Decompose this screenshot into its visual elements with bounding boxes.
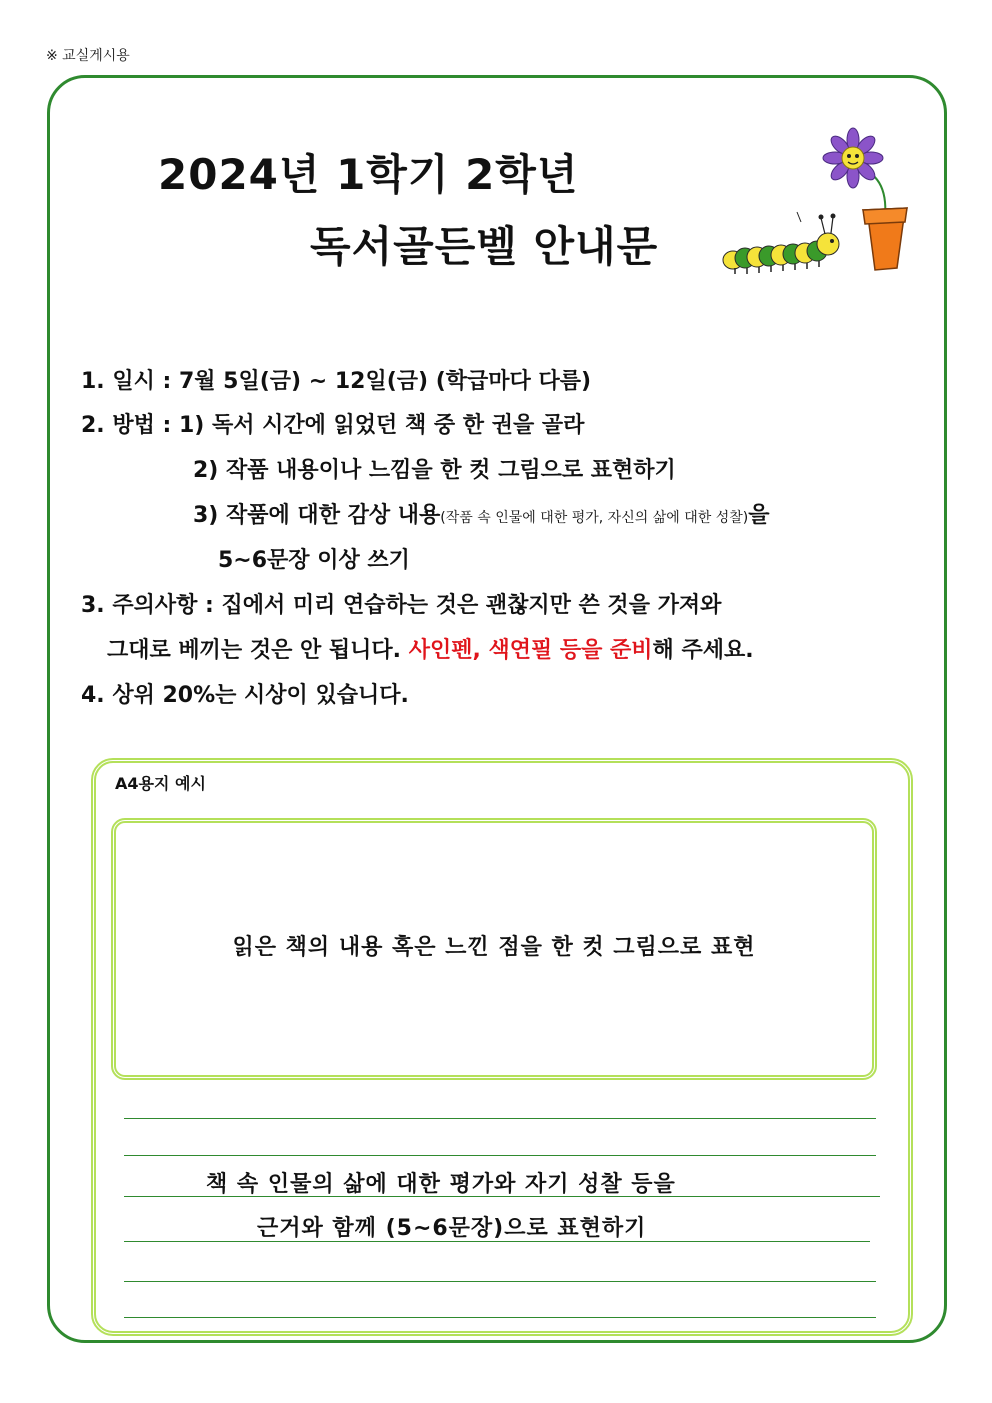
- method-step-3-cont: 5~6문장 이상 쓰기: [218, 548, 410, 573]
- method-step-3-end: 을: [748, 503, 770, 528]
- writing-guide-line2: 근거와 함께 (5~6문장)으로 표현하기: [257, 1216, 647, 1241]
- item-caution-line2: [107, 633, 754, 664]
- writing-line: [124, 1155, 876, 1156]
- writing-guide-line1: 책 속 인물의 삶에 대한 평가와 자기 성찰 등을: [206, 1172, 676, 1197]
- caution-supplies-highlight: 사인펜, 색연필 등을 준비: [408, 638, 653, 663]
- writing-line: [124, 1118, 876, 1119]
- item-caution-line1: 3. 주의사항 : 집에서 미리 연습하는 것은 괜찮지만 쓴 것을 가져와: [81, 593, 722, 618]
- writing-line: [124, 1317, 876, 1318]
- method-step-3-main: 3) 작품에 대한 감상 내용: [193, 503, 441, 528]
- writing-line: [124, 1281, 876, 1282]
- caution-text-b: 해 주세요.: [652, 638, 754, 663]
- method-step-3: [193, 498, 769, 529]
- caution-text-a: 그대로 베끼는 것은 안 됩니다.: [107, 638, 409, 663]
- method-step-3-detail: (작품 속 인물에 대한 평가, 자신의 삶에 대한 성찰): [440, 510, 749, 526]
- header-note: ※ 교실게시용: [46, 48, 130, 64]
- item-schedule: 1. 일시 : 7월 5일(금) ~ 12일(금) (학급마다 다름): [81, 369, 592, 394]
- picture-area-text: 읽은 책의 내용 혹은 느낀 점을 한 컷 그림으로 표현: [232, 935, 756, 960]
- item-award: 4. 상위 20%는 시상이 있습니다.: [81, 683, 409, 708]
- a4-example-label: A4용지 예시: [115, 774, 206, 793]
- method-step-1: 1) 독서 시간에 읽었던 책 중 한 권을 골라: [178, 413, 585, 438]
- item-method-prefix: 2. 방법 :: [81, 413, 179, 438]
- page-title-line2: 독서골든벨 안내문: [310, 222, 659, 271]
- page-title-line1: 2024년 1학기 2학년: [158, 150, 579, 199]
- item-method: [81, 408, 584, 439]
- method-step-2: 2) 작품 내용이나 느낌을 한 컷 그림으로 표현하기: [193, 458, 676, 483]
- flower-caterpillar-illustration: [715, 122, 915, 282]
